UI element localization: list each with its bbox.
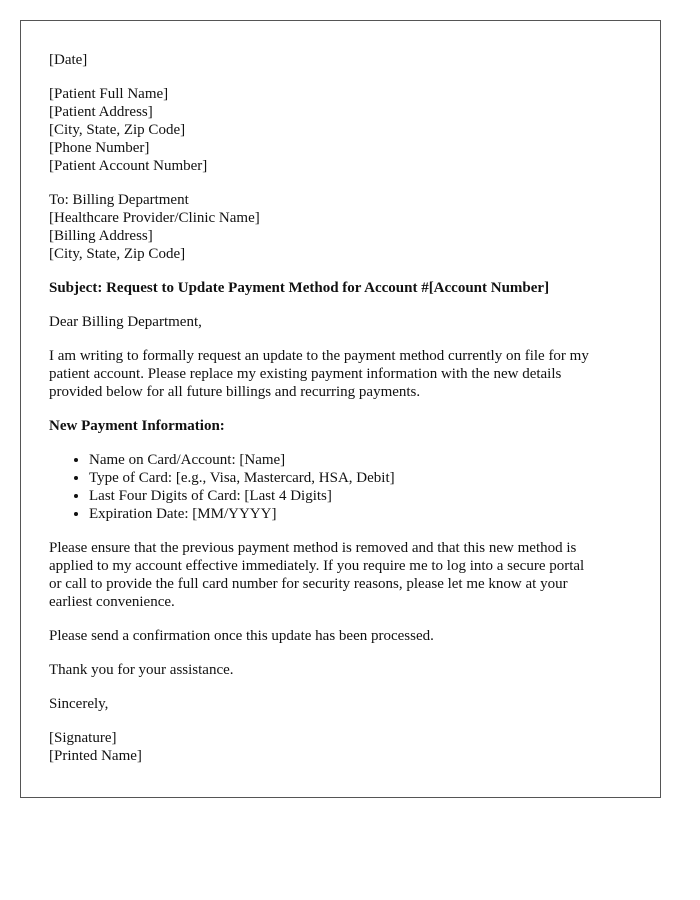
recipient-city-state-zip: [City, State, Zip Code] [49,246,186,262]
subject-text: Subject: Request to Update Payment Method for Account #[Account Number] [49,280,550,296]
request-line: Please ensure that the previous payment method is removed and that this new method is [49,540,577,556]
request-line: applied to my account effective immediately. If you require me to log into a secure portal [49,558,585,574]
salutation-text: Dear Billing Department, [49,314,202,330]
letter-frame [20,20,661,798]
recipient-provider: [Healthcare Provider/Clinic Name] [49,210,260,226]
intro-paragraph [49,347,639,401]
intro-line: provided below for all future billings and recurring payments. [49,384,421,400]
payment-item-last-four: • Last Four Digits of Card: [Last 4 Digits] [89,487,639,505]
sender-address: [Patient Address] [49,104,153,120]
letter-date [49,51,639,69]
request-paragraph [49,539,639,611]
payment-heading [49,417,639,435]
recipient-to: To: Billing Department [49,192,189,208]
closing-text: Sincerely, [49,696,109,712]
request-line: earliest convenience. [49,594,175,610]
subject-line [49,279,639,297]
intro-line: patient account. Please replace my existing payment information with the new details [49,366,562,382]
sender-phone: [Phone Number] [49,140,150,156]
sender-city-state-zip: [City, State, Zip Code] [49,122,186,138]
salutation [49,313,639,331]
confirmation-text: Please send a confirmation once this update has been processed. [49,628,434,644]
request-line: or call to provide the full card number for security reasons, please let me know at your [49,576,568,592]
date-text: [Date] [49,52,88,68]
signature-placeholder: [Signature] [49,730,117,746]
recipient-block [49,191,639,263]
payment-item-name: • Name on Card/Account: [Name] [89,451,639,469]
sender-name: [Patient Full Name] [49,86,169,102]
confirmation-paragraph [49,627,639,645]
payment-heading-text: New Payment Information: [49,418,225,434]
closing [49,695,639,713]
payment-item-card-type: • Type of Card: [e.g., Visa, Mastercard, HSA, Debit] [89,469,639,487]
payment-item-expiration: • Expiration Date: [MM/YYYY] [89,505,639,523]
intro-line: I am writing to formally request an update to the payment method currently on file for my [49,348,589,364]
thanks-text: Thank you for your assistance. [49,662,234,678]
recipient-address: [Billing Address] [49,228,153,244]
thanks-paragraph [49,661,639,679]
letter-body [49,51,639,781]
signature-block [49,729,639,765]
sender-account-number: [Patient Account Number] [49,158,208,174]
payment-info-list [49,451,639,523]
printed-name: [Printed Name] [49,748,142,764]
sender-block [49,85,639,175]
